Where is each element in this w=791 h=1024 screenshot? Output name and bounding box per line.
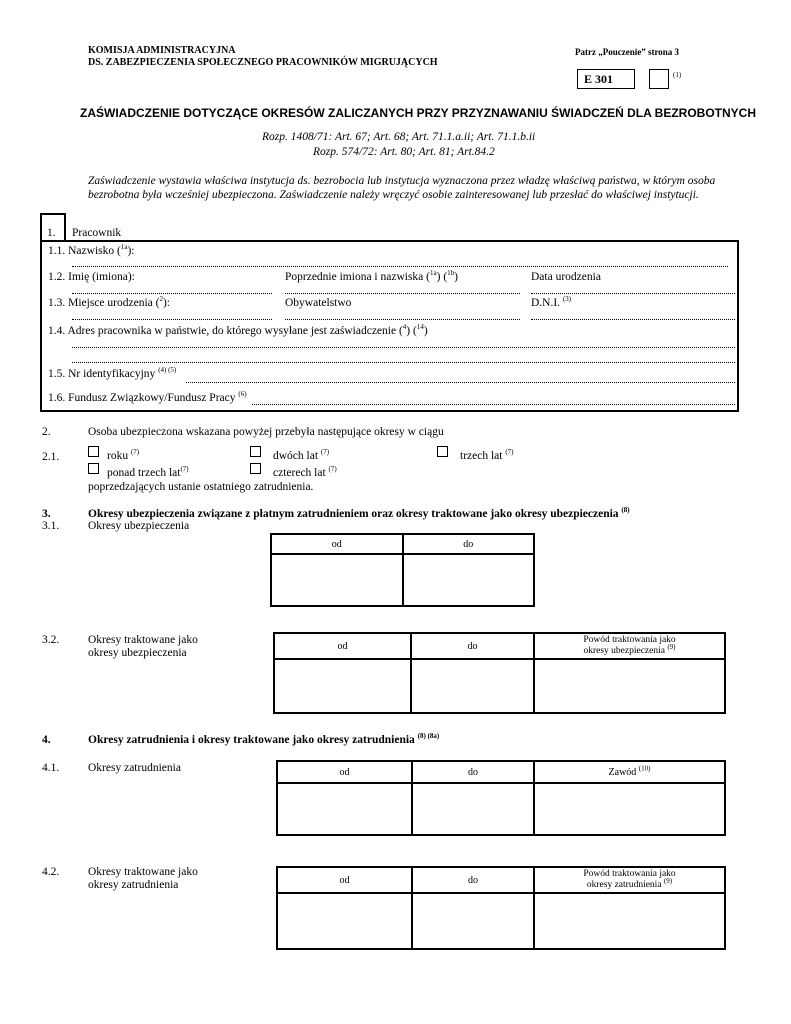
form-code: E 301 xyxy=(584,72,614,86)
address-field-line1[interactable] xyxy=(72,347,735,348)
checkbox-trzech-lat[interactable] xyxy=(437,446,448,457)
form-code-box xyxy=(577,69,635,89)
section4-number: 4. xyxy=(42,734,51,746)
insurance-periods-table xyxy=(270,533,535,607)
birthplace-label: 1.3. Miejsce urodzenia ($^2$): xyxy=(48,295,170,309)
section32-label-line1: Okresy traktowane jako xyxy=(88,634,198,646)
id-number-field[interactable] xyxy=(186,382,735,383)
col-header-od: od xyxy=(271,534,403,554)
org-name-line2: DS. ZABEZPIECZENIA SPOŁECZNEGO PRACOWNIKÓW MIGRUJĄCYCH xyxy=(88,57,438,68)
cell-reason[interactable] xyxy=(534,659,725,713)
section1-title: Pracownik xyxy=(72,227,122,239)
cell-do[interactable] xyxy=(412,893,534,949)
section3-title: Okresy ubezpieczenia związane z płatnym zatrudnieniem oraz okresy traktowane jako okresy ubezpieczenia $^{(8)}$ xyxy=(88,506,630,520)
union-fund-field[interactable] xyxy=(252,404,735,405)
equivalent-employment-periods-table xyxy=(276,866,726,950)
option-trzech-lat-label: trzech lat $^{(7)}$ xyxy=(460,448,514,462)
checkbox-czterech-lat[interactable] xyxy=(250,463,261,474)
col-header-od: od xyxy=(274,633,411,659)
cell-occupation[interactable] xyxy=(534,783,725,835)
document-title: ZAŚWIADCZENIE DOTYCZĄCE OKRESÓW ZALICZANYCH PRZY PRZYZNAWANIU ŚWIADCZEŃ DLA BEZROBOTNYCH xyxy=(80,106,756,120)
section2-footer: poprzedzających ustanie ostatniego zatrudnienia. xyxy=(88,481,314,493)
section41-label: Okresy zatrudnienia xyxy=(88,762,181,774)
checkbox-ponad-trzech-lat[interactable] xyxy=(88,463,99,474)
cell-od[interactable] xyxy=(274,659,411,713)
equivalent-insurance-periods-table xyxy=(273,632,726,714)
date-of-birth-label: Data urodzenia xyxy=(531,271,601,283)
regulation-line-2: Rozp. 574/72: Art. 80; Art. 81; Art.84.2 xyxy=(313,146,495,158)
cell-od[interactable] xyxy=(277,783,412,835)
employment-periods-table xyxy=(276,760,726,836)
section1-number: 1. xyxy=(47,227,56,239)
previous-names-label: Poprzednie imiona i nazwiska ($^{1a}$) ($^{1b}$) xyxy=(285,269,458,283)
section2-number: 2. xyxy=(42,426,51,438)
section31-label: Okresy ubezpieczenia xyxy=(88,520,190,532)
org-name-line1: KOMISJA ADMINISTRACYJNA xyxy=(88,45,236,56)
birthplace-field[interactable] xyxy=(72,319,272,320)
dni-field[interactable] xyxy=(531,319,735,320)
form-code-extra-box[interactable] xyxy=(649,69,669,89)
see-instructions-note: Patrz „Pouczenie” strona 3 xyxy=(575,47,680,57)
cell-od[interactable] xyxy=(271,554,403,606)
cell-do[interactable] xyxy=(412,783,534,835)
checkbox-roku[interactable] xyxy=(88,446,99,457)
first-name-field[interactable] xyxy=(72,293,272,294)
cell-do[interactable] xyxy=(403,554,535,606)
col-header-do: do xyxy=(412,761,534,783)
col-header-do: do xyxy=(411,633,534,659)
cell-do[interactable] xyxy=(411,659,534,713)
regulation-line-1: Rozp. 1408/71: Art. 67; Art. 68; Art. 71.1.a.ii; Art. 71.1.b.ii xyxy=(262,131,536,143)
col-header-od: od xyxy=(277,761,412,783)
col-header-do: do xyxy=(403,534,535,554)
previous-names-field[interactable] xyxy=(285,293,520,294)
section42-label-line1: Okresy traktowane jako xyxy=(88,866,198,878)
col-header-do: do xyxy=(412,867,534,893)
surname-field[interactable] xyxy=(72,266,728,267)
intro-line-2: bezrobotna była wcześniej ubezpieczona. Zaświadczenie należy wręczyć osobie zainteresowanej lub przesłać do właściwej instytucji. xyxy=(88,189,699,201)
section41-number: 4.1. xyxy=(42,762,60,774)
date-of-birth-field[interactable] xyxy=(531,293,735,294)
col-header-occupation: Zawód $^{(10)}$ xyxy=(534,761,725,783)
address-label: 1.4. Adres pracownika w państwie, do którego wysyłane jest zaświadczenie ($^4$) ($^{14}$) xyxy=(48,323,428,337)
section21-number: 2.1. xyxy=(42,451,60,463)
option-ponad-trzech-lat-label: ponad trzech lat$^{(7)}$ xyxy=(107,465,189,479)
intro-line-1: Zaświadczenie wystawia właściwa instytucja ds. bezrobocia lub instytucja wyznaczona przez władzę właściwą państwa, w którym osoba xyxy=(88,175,716,187)
section42-number: 4.2. xyxy=(42,866,60,878)
section32-number: 3.2. xyxy=(42,634,60,646)
first-name-label: 1.2. Imię (imiona): xyxy=(48,271,135,283)
section42-label-line2: okresy zatrudnienia xyxy=(88,879,179,891)
checkbox-dwoch-lat[interactable] xyxy=(250,446,261,457)
citizenship-label: Obywatelstwo xyxy=(285,297,352,309)
col-header-reason: Powód traktowania jako okresy zatrudnienia $^{(9)}$ xyxy=(534,867,725,893)
section31-number: 3.1. xyxy=(42,520,60,532)
dni-label: D.N.I. $^{(3)}$ xyxy=(531,295,572,309)
option-czterech-lat-label: czterech lat $^{(7)}$ xyxy=(273,465,337,479)
section2-text: Osoba ubezpieczona wskazana powyżej przebyła następujące okresy w ciągu xyxy=(88,426,444,438)
id-number-label: 1.5. Nr identyfikacyjny $^{(4) (5)}$ xyxy=(48,366,177,380)
section3-number: 3. xyxy=(42,508,51,520)
form-code-ref: (1) xyxy=(673,71,682,79)
cell-reason[interactable] xyxy=(534,893,725,949)
cell-od[interactable] xyxy=(277,893,412,949)
citizenship-field[interactable] xyxy=(285,319,520,320)
option-roku-label: roku $^{(7)}$ xyxy=(107,448,140,462)
col-header-od: od xyxy=(277,867,412,893)
section32-label-line2: okresy ubezpieczenia xyxy=(88,647,187,659)
option-dwoch-lat-label: dwóch lat $^{(7)}$ xyxy=(273,448,330,462)
union-fund-label: 1.6. Fundusz Związkowy/Fundusz Pracy $^{(6)}$ xyxy=(48,390,247,404)
surname-label: 1.1. Nazwisko ($^{1a}$): xyxy=(48,243,135,257)
address-field-line2[interactable] xyxy=(72,362,735,363)
col-header-reason: Powód traktowania jako okresy ubezpieczenia $^{(9)}$ xyxy=(534,633,725,659)
section4-title: Okresy zatrudnienia i okresy traktowane jako okresy zatrudnienia $^{(8) (8a)}$ xyxy=(88,732,440,746)
